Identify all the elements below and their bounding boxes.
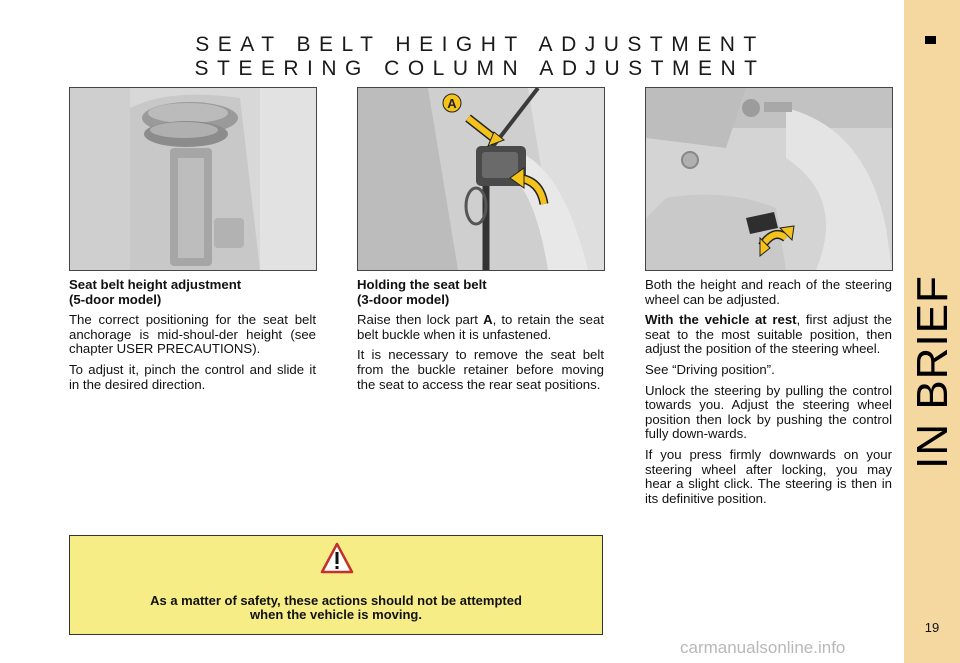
section-heading: [357, 278, 604, 307]
warning-line: when the vehicle is moving.: [250, 607, 422, 622]
watermark: carmanualsonline.info: [680, 638, 846, 657]
part-a-label: A: [447, 96, 457, 111]
paragraph: See “Driving position”.: [645, 361, 775, 377]
paragraph: [357, 313, 604, 342]
paragraph: The correct positioning for the seat belt anchorage is mid-shoul-der height (see chapter USER PRECAUTIONS).: [69, 312, 316, 357]
paragraph: To adjust it, pinch the control and slide it in the desired direction.: [69, 361, 316, 392]
heading-line: Holding the seat belt: [357, 277, 487, 292]
warning-line: As a matter of safety, these actions should not be attempted: [150, 593, 522, 608]
paragraph: It is necessary to remove the seat belt from the buckle retainer before moving the seat to access the rear seat positions.: [357, 347, 604, 392]
heading-line: (5-door model): [69, 291, 162, 307]
text: , to retain the seat belt buckle when it is unfastened.: [357, 312, 604, 342]
chapter-marker: [925, 36, 936, 44]
page-title-line2: STEERING COLUMN ADJUSTMENT: [194, 57, 766, 80]
heading-line: Seat belt height adjustment: [69, 277, 242, 292]
text: Raise then lock part: [357, 312, 484, 328]
section-heading: [69, 278, 316, 307]
part-reference: A: [483, 312, 493, 328]
emphasis: With the vehicle at rest: [645, 312, 797, 328]
text-column-seat-belt-height: [69, 278, 316, 398]
heading-line: (3-door model): [357, 291, 450, 307]
paragraph: Both the height and reach of the steering wheel can be adjusted.: [645, 277, 892, 307]
paragraph: If you press firmly downwards on your steering wheel after locking, you may hear a slight click. The steering is then in its definitive position.: [645, 446, 892, 506]
text: , first adjust the seat to the most suitable position, then adjust the position of the steering wheel.: [645, 312, 892, 357]
page-number: 19: [924, 620, 940, 635]
photo-seat-belt-height: [69, 87, 317, 271]
text-column-seat-belt-retainer: [357, 278, 604, 398]
safety-warning-box: [69, 535, 603, 635]
photo-seat-belt-retainer: [357, 87, 605, 271]
paragraph: [645, 313, 892, 357]
chapter-label: [903, 275, 960, 469]
text-column-steering-column: [645, 278, 892, 512]
chapter-label-text: IN BRIEF: [908, 275, 957, 469]
warning-text: [90, 594, 582, 622]
paragraph: Unlock the steering by pulling the control towards you. Adjust the steering wheel position then lock by pushing the control fully down-wards.: [645, 382, 892, 442]
warning-triangle-icon: [320, 542, 354, 574]
page-title-line1: SEAT BELT HEIGHT ADJUSTMENT: [195, 33, 765, 56]
photo-steering-column-lever: [645, 87, 893, 271]
